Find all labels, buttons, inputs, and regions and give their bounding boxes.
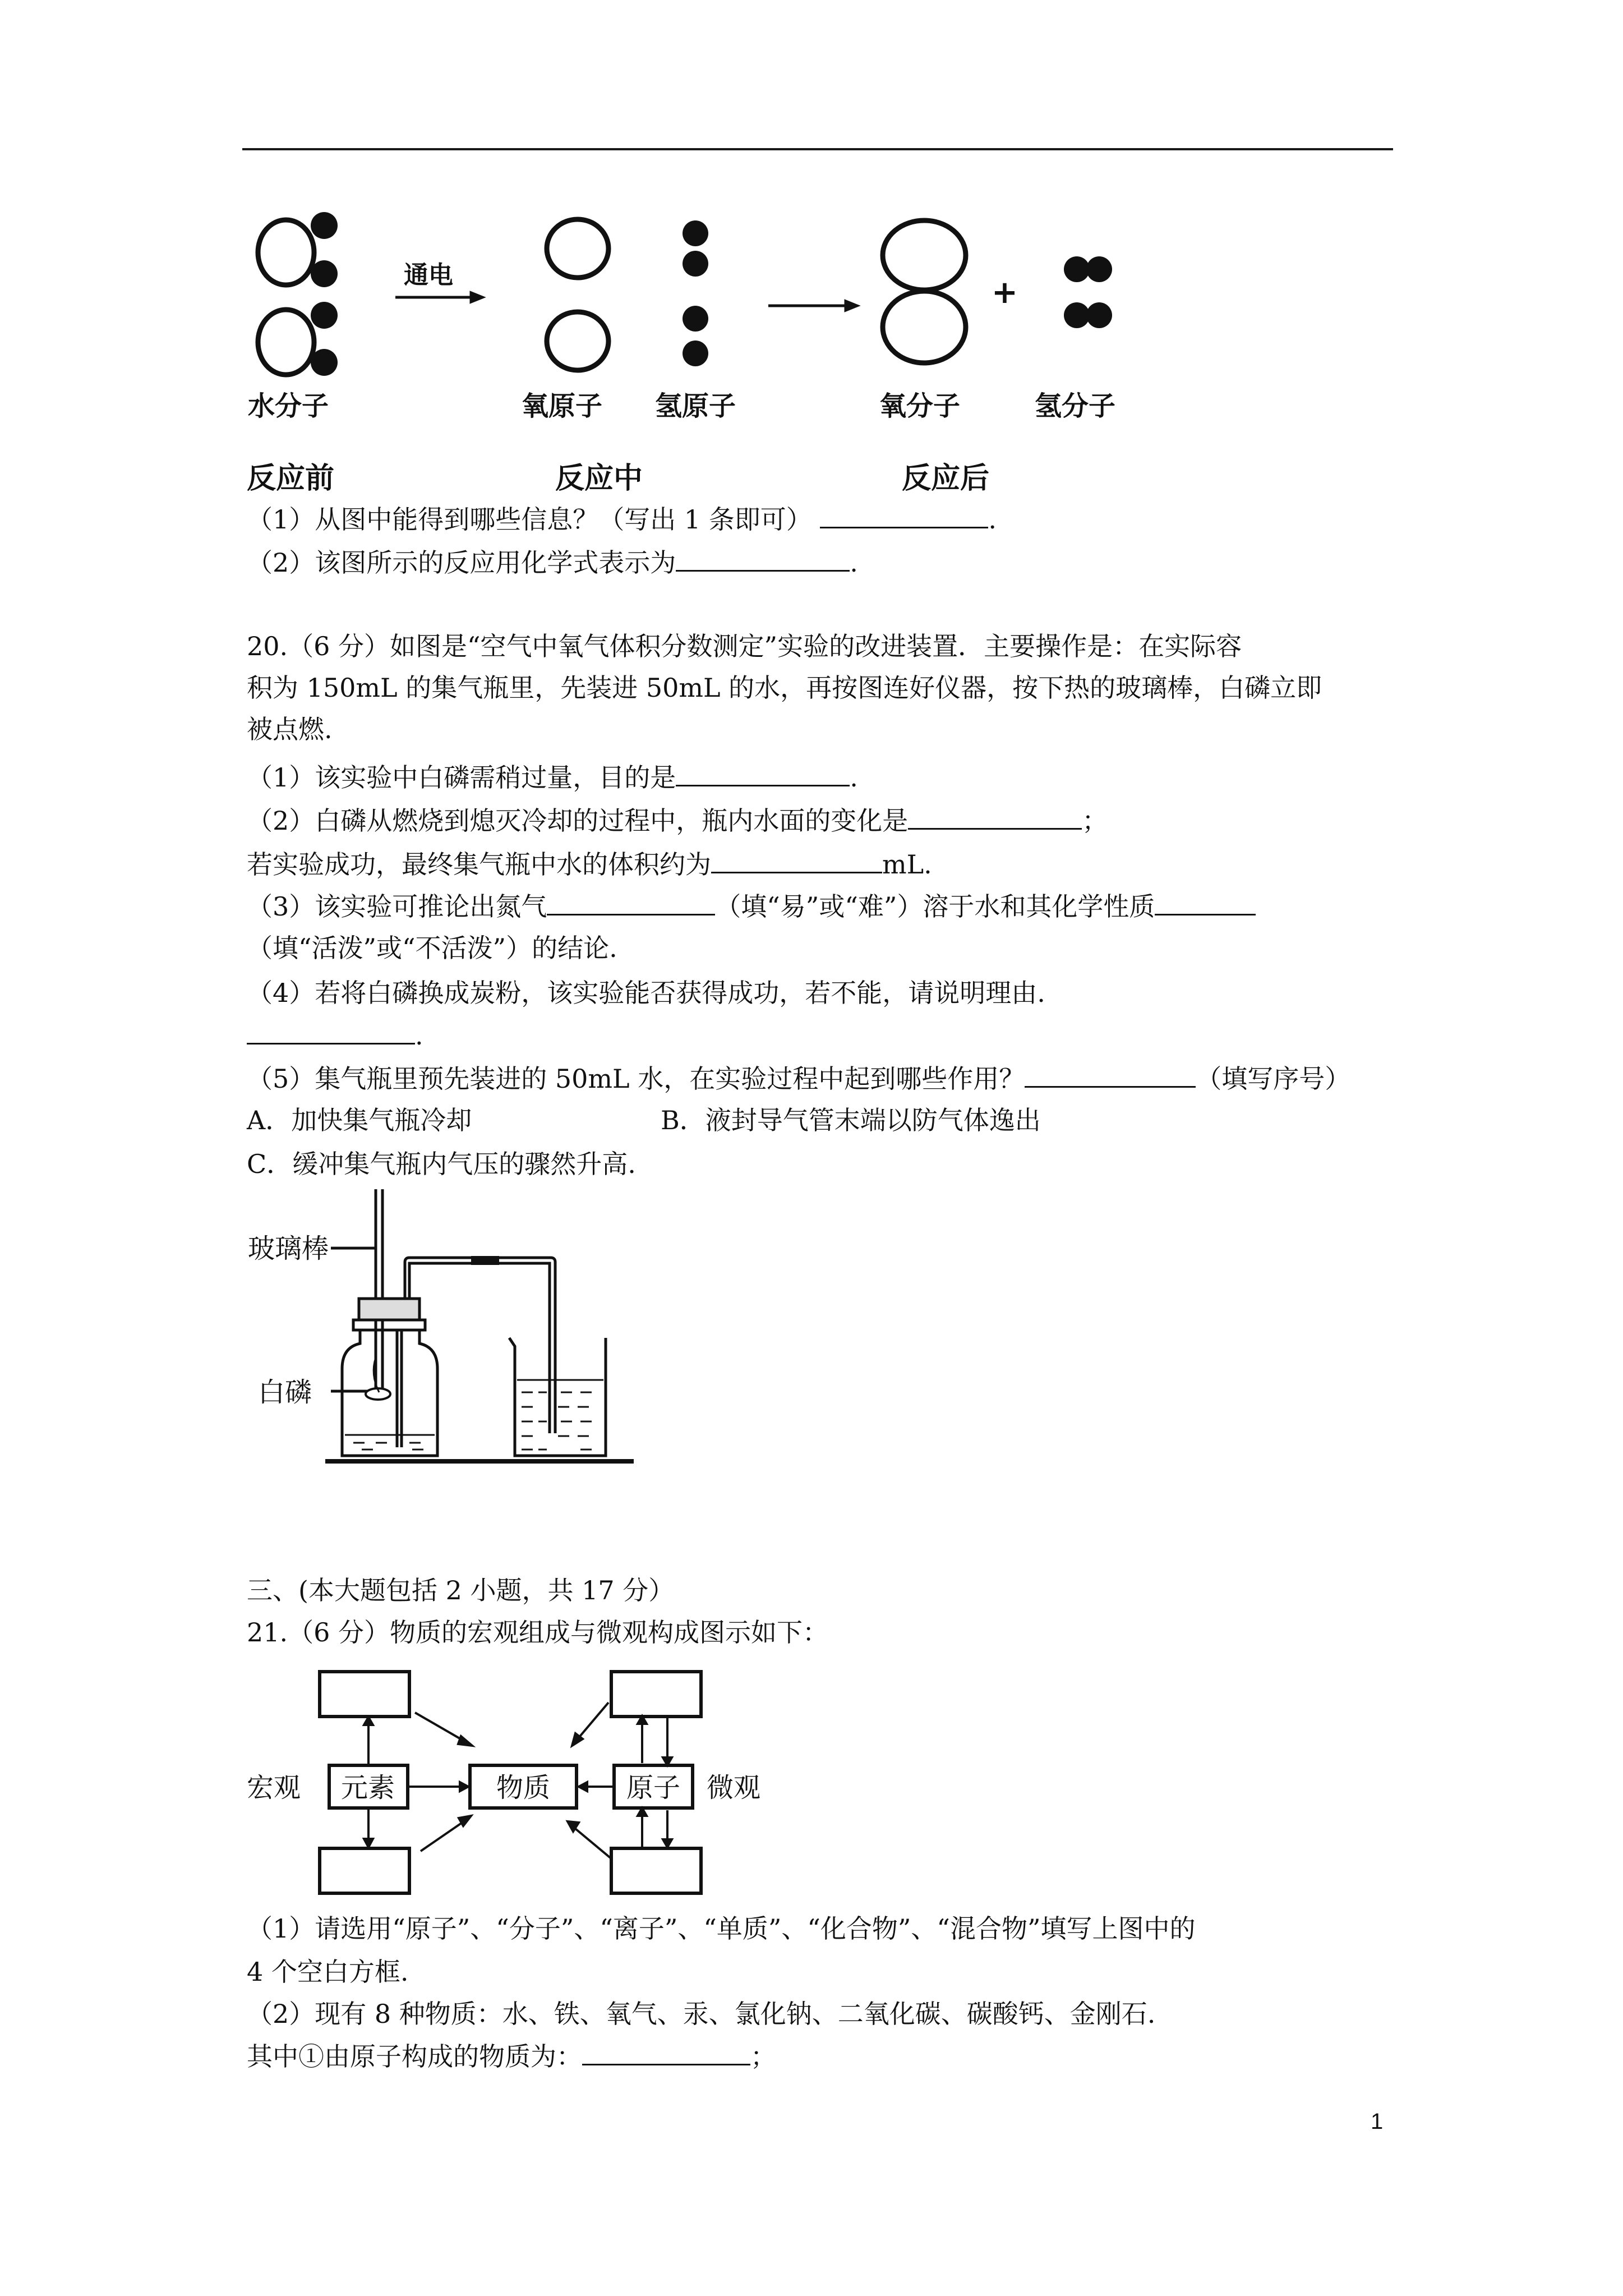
hydrogen-atom-label: 氢原子 <box>655 390 736 422</box>
micro-label: 微观 <box>707 1772 761 1803</box>
atom-label: 原子 <box>626 1772 681 1803</box>
stage-before-label: 反应前 <box>247 462 335 495</box>
q20-sub1-blank[interactable] <box>676 760 850 786</box>
apparatus-diagram <box>241 1184 645 1475</box>
q20-sub5-end: （填写序号） <box>1196 1064 1351 1094</box>
q19-sub1-text: （1）从图中能得到哪些信息？（写出 1 条即可） <box>247 504 812 535</box>
q20-sub4b <box>247 1018 423 1052</box>
arrow-condition-label: 通电 <box>404 261 453 289</box>
plus-sign: + <box>992 274 1018 311</box>
hydrogen-molecule-label: 氢分子 <box>1035 390 1116 422</box>
q20-sub3 <box>247 889 1256 923</box>
macro-label: 宏观 <box>247 1772 301 1803</box>
q20-intro-line2: 积为 150mL 的集气瓶里，先装进 50mL 的水，再按图连好仪器，按下热的玻璃棒，白磷立即 <box>247 673 1322 703</box>
blank-box-bottom-left <box>320 1848 409 1893</box>
oxygen-molecule-label: 氧分子 <box>879 390 961 422</box>
q20-sub2-text: （2）白磷从燃烧到熄灭冷却的过程中，瓶内水面的变化是 <box>247 806 909 836</box>
blank-box-bottom-right <box>611 1848 701 1893</box>
q19-sub2-text: （2）该图所示的反应用化学式表示为 <box>247 547 676 578</box>
q20-option-b: B．液封导气管末端以防气体逸出 <box>661 1105 1041 1135</box>
stage-after-label: 反应后 <box>902 462 990 495</box>
q20-sub2b-end: mL. <box>882 849 932 880</box>
q20-option-c: C．缓冲集气瓶内气压的骤然升高. <box>247 1149 636 1179</box>
q21-intro: 21.（6 分）物质的宏观组成与微观构成图示如下： <box>247 1617 829 1648</box>
electrolysis-diagram <box>224 191 1178 438</box>
q19-sub2-blank[interactable] <box>676 545 850 572</box>
q20-sub3b: （填“活泼”或“不活泼”）的结论. <box>247 933 617 963</box>
q21-sub1-line1: （1）请选用“原子”、“分子”、“离子”、“单质”、“化合物”、“混合物”填写上图中的 <box>247 1913 1196 1944</box>
q20-intro-line3: 被点燃. <box>247 714 333 744</box>
white-phosphorus-label: 白磷 <box>258 1377 312 1408</box>
q20-sub2 <box>247 803 1108 838</box>
q21-sub2b-blank[interactable] <box>582 2039 750 2065</box>
q21-sub2b-end: ； <box>750 2041 776 2072</box>
q21-sub2b <box>247 2039 776 2073</box>
q20-sub3-text-a: （3）该实验可推论出氮气 <box>247 891 547 922</box>
q20-sub3-text-b: （填“易”或“难”）溶于水和其化学性质 <box>715 891 1155 922</box>
q20-sub3-blank-a[interactable] <box>547 889 715 915</box>
q20-sub2-end: ； <box>1082 806 1108 836</box>
q20-sub4-blank[interactable] <box>247 1018 415 1045</box>
q20-sub5 <box>247 1061 1350 1096</box>
blank-box-top-right <box>611 1672 701 1717</box>
q20-sub1 <box>247 760 858 794</box>
q20-sub2-blank[interactable] <box>908 803 1082 830</box>
q19-sub1-blank[interactable] <box>820 502 988 528</box>
header-rule <box>242 148 1393 150</box>
oxygen-atom-label: 氧原子 <box>522 390 603 422</box>
page-number: 1 <box>1371 2109 1384 2134</box>
q19-sub1 <box>247 502 997 536</box>
q20-sub2b-text: 若实验成功，最终集气瓶中水的体积约为 <box>247 849 711 880</box>
q21-sub2b-text: 其中①由原子构成的物质为： <box>247 2041 582 2072</box>
q20-sub4: （4）若将白磷换成炭粉，该实验能否获得成功，若不能，请说明理由. <box>247 978 1045 1008</box>
q19-sub2-end: . <box>850 547 858 578</box>
q20-sub1-text: （1）该实验中白磷需稍过量，目的是 <box>247 762 676 793</box>
glass-rod-label: 玻璃棒 <box>248 1233 329 1264</box>
element-label: 元素 <box>341 1772 395 1803</box>
blank-box-top-left <box>320 1672 409 1717</box>
q21-sub2: （2）现有 8 种物质：水、铁、氧气、汞、氯化钠、二氧化碳、碳酸钙、金刚石. <box>247 1999 1156 2029</box>
water-molecule-label: 水分子 <box>248 390 329 422</box>
substance-label: 物质 <box>496 1772 551 1803</box>
q20-sub3-blank-b[interactable] <box>1155 889 1256 915</box>
stage-during-label: 反应中 <box>555 462 643 495</box>
q20-sub5-text: （5）集气瓶里预先装进的 50mL 水，在实验过程中起到哪些作用？ <box>247 1064 1025 1094</box>
q20-sub4b-end: . <box>415 1020 423 1051</box>
macro-micro-diagram <box>241 1663 780 1904</box>
q20-sub1-end: . <box>850 762 858 793</box>
q19-sub1-end: . <box>988 504 997 535</box>
q20-option-a: A．加快集气瓶冷却 <box>247 1105 472 1135</box>
section3-heading: 三、(本大题包括 2 小题，共 17 分） <box>247 1575 675 1605</box>
q20-sub2b-blank[interactable] <box>711 847 882 873</box>
q20-sub2b <box>247 847 932 881</box>
q20-intro-line1: 20.（6 分）如图是“空气中氧气体积分数测定”实验的改进装置．主要操作是：在实际容 <box>247 631 1242 661</box>
q20-sub5-blank[interactable] <box>1025 1061 1196 1088</box>
q21-sub1-line2: 4 个空白方框. <box>247 1957 409 1987</box>
q19-sub2 <box>247 545 858 579</box>
